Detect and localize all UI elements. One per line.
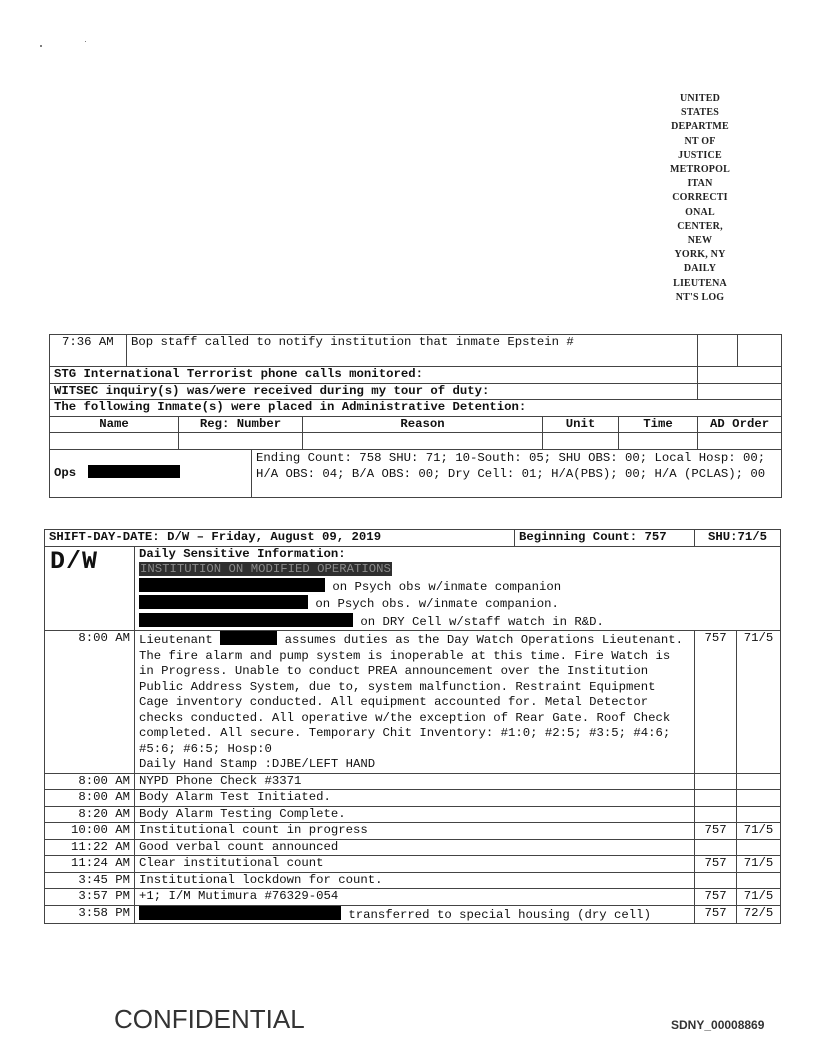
ops-cell bbox=[50, 450, 252, 498]
entry-text: Institutional count in progress bbox=[135, 823, 695, 840]
shift-log-table bbox=[44, 529, 781, 924]
table-row bbox=[45, 790, 781, 807]
table-row bbox=[50, 367, 782, 384]
column-header: AD Order bbox=[698, 416, 782, 433]
entry-count bbox=[695, 872, 737, 889]
entry-text: Institutional lockdown for count. bbox=[135, 872, 695, 889]
agency-title: UNITED STATES DEPARTME NT OF JUSTICE METROPOL ITAN CORRECTI ONAL CENTER, NEW YORK, NY DAILY LIEUTENA NT'S LOG bbox=[670, 93, 730, 303]
entry-time: 3:45 PM bbox=[45, 872, 135, 889]
table-row bbox=[45, 823, 781, 840]
table-row bbox=[50, 433, 782, 450]
ad-label: The following Inmate(s) were placed in Administrative Detention: bbox=[50, 400, 782, 417]
table-row bbox=[45, 889, 781, 906]
column-header: Reason bbox=[303, 416, 543, 433]
entry-time: 3:58 PM bbox=[45, 905, 135, 924]
sensitive-info-cell bbox=[135, 546, 781, 631]
entry-count bbox=[695, 790, 737, 807]
entry-time: 11:22 AM bbox=[45, 839, 135, 856]
sensitive-line: on Psych obs w/inmate companion bbox=[332, 579, 562, 594]
entry-count bbox=[695, 806, 737, 823]
blank-cell bbox=[698, 383, 782, 400]
entry-count: 757 bbox=[695, 823, 737, 840]
entry-count: 757 bbox=[695, 856, 737, 873]
table-row bbox=[45, 839, 781, 856]
entry-shu bbox=[737, 806, 781, 823]
entry-shu: 71/5 bbox=[737, 823, 781, 840]
table-row bbox=[50, 400, 782, 417]
entry-time: 3:57 PM bbox=[45, 889, 135, 906]
entry-shu bbox=[737, 773, 781, 790]
entry-shu bbox=[737, 839, 781, 856]
modified-operations-highlight: INSTITUTION ON MODIFIED OPERATIONS bbox=[140, 562, 391, 576]
shift-header-row bbox=[45, 530, 781, 547]
table-row bbox=[45, 856, 781, 873]
entry-count bbox=[695, 839, 737, 856]
bates-number: SDNY_00008869 bbox=[671, 1018, 765, 1032]
sensitive-info-row bbox=[45, 546, 781, 631]
table-row bbox=[50, 450, 782, 498]
entry-shu: 71/5 bbox=[737, 631, 781, 774]
stg-label: STG International Terrorist phone calls monitored: bbox=[50, 367, 698, 384]
entry-shu bbox=[737, 872, 781, 889]
shu-count: SHU:71/5 bbox=[695, 530, 781, 547]
blank-cell bbox=[698, 335, 738, 367]
entry-text: NYPD Phone Check #3371 bbox=[135, 773, 695, 790]
table-row bbox=[50, 383, 782, 400]
redaction-bar bbox=[139, 613, 353, 627]
entry-shu: 71/5 bbox=[737, 856, 781, 873]
entry-count: 757 bbox=[695, 905, 737, 924]
blank-cell bbox=[698, 367, 782, 384]
redaction-bar bbox=[88, 465, 180, 478]
entry-text: Body Alarm Testing Complete. bbox=[135, 806, 695, 823]
table-row bbox=[45, 806, 781, 823]
entry-time: 11:24 AM bbox=[45, 856, 135, 873]
confidential-label: CONFIDENTIAL bbox=[114, 1004, 305, 1034]
entry-text: Body Alarm Test Initiated. bbox=[135, 790, 695, 807]
entry-time: 8:00 AM bbox=[45, 773, 135, 790]
table-row bbox=[45, 905, 781, 924]
redaction-bar bbox=[139, 578, 325, 592]
watch-label: D/W bbox=[45, 546, 135, 631]
column-header: Name bbox=[50, 416, 179, 433]
entry-count bbox=[695, 773, 737, 790]
entry-text: Bop staff called to notify institution that inmate Epstein # bbox=[127, 335, 698, 367]
entry-shu: 72/5 bbox=[737, 905, 781, 924]
entry-text: Lieutenant assumes duties as the Day Watch Operations Lieutenant. The fire alarm and pump system is inoperable at this time. Fire Watch is in Progress. Unable to conduct PREA announcement over the Institution Public Address System, due to, system malfunction. Restraint Equipment Cage inventory conducted. All equipment accounted for. Metal Detector checks conducted. All operative w/the exception of Rear Gate. Roof Check completed. All secure. Temporary Chit Inventory: #1:0; #2:5; #3:5; #4:6; #5:6; #6:5; Hosp:0 Daily Hand Stamp :DJBE/LEFT HAND bbox=[135, 631, 695, 774]
beginning-count: Beginning Count: 757 bbox=[515, 530, 695, 547]
entry-time: 8:00 AM bbox=[45, 790, 135, 807]
table-row bbox=[45, 773, 781, 790]
entry-text: +1; I/M Mutimura #76329-054 bbox=[135, 889, 695, 906]
witsec-label: WITSEC inquiry(s) was/were received during my tour of duty: bbox=[50, 383, 698, 400]
ending-count: Ending Count: 758 SHU: 71; 10-South: 05; SHU OBS: 00; Local Hosp: 00; H/A OBS: 04; B/A OBS: 00; Dry Cell: 01; H/A(PBS); 00; H/A (PCLAS); 00 bbox=[252, 450, 782, 498]
shift-day-date: SHIFT-DAY-DATE: D/W – Friday, August 09, 2019 bbox=[45, 530, 515, 547]
column-header: Time bbox=[619, 416, 698, 433]
table-row bbox=[45, 631, 781, 774]
detention-table bbox=[49, 334, 782, 498]
sensitive-title: Daily Sensitive Information: bbox=[139, 546, 346, 561]
redaction-bar bbox=[220, 631, 277, 645]
entry-shu bbox=[737, 790, 781, 807]
entry-time: 8:20 AM bbox=[45, 806, 135, 823]
blank-cell bbox=[738, 335, 782, 367]
entry-count: 757 bbox=[695, 889, 737, 906]
redaction-bar bbox=[139, 595, 308, 609]
column-header: Reg: Number bbox=[179, 416, 303, 433]
table-row bbox=[45, 872, 781, 889]
entry-time: 7:36 AM bbox=[50, 335, 127, 367]
ops-label: Ops bbox=[54, 466, 77, 481]
scan-speck bbox=[85, 41, 86, 42]
table-row bbox=[50, 335, 782, 367]
sensitive-line: on Psych obs. w/inmate companion. bbox=[315, 597, 559, 611]
entry-count: 757 bbox=[695, 631, 737, 774]
entry-time: 10:00 AM bbox=[45, 823, 135, 840]
redaction-bar bbox=[139, 906, 341, 920]
scan-speck bbox=[40, 45, 42, 47]
entry-text: transferred to special housing (dry cell) bbox=[135, 905, 695, 924]
entry-time: 8:00 AM bbox=[45, 631, 135, 774]
entry-text: Clear institutional count bbox=[135, 856, 695, 873]
entry-text: Good verbal count announced bbox=[135, 839, 695, 856]
entry-shu: 71/5 bbox=[737, 889, 781, 906]
column-header-row bbox=[50, 416, 782, 433]
sensitive-line: on DRY Cell w/staff watch in R&D. bbox=[360, 614, 604, 629]
column-header: Unit bbox=[543, 416, 619, 433]
